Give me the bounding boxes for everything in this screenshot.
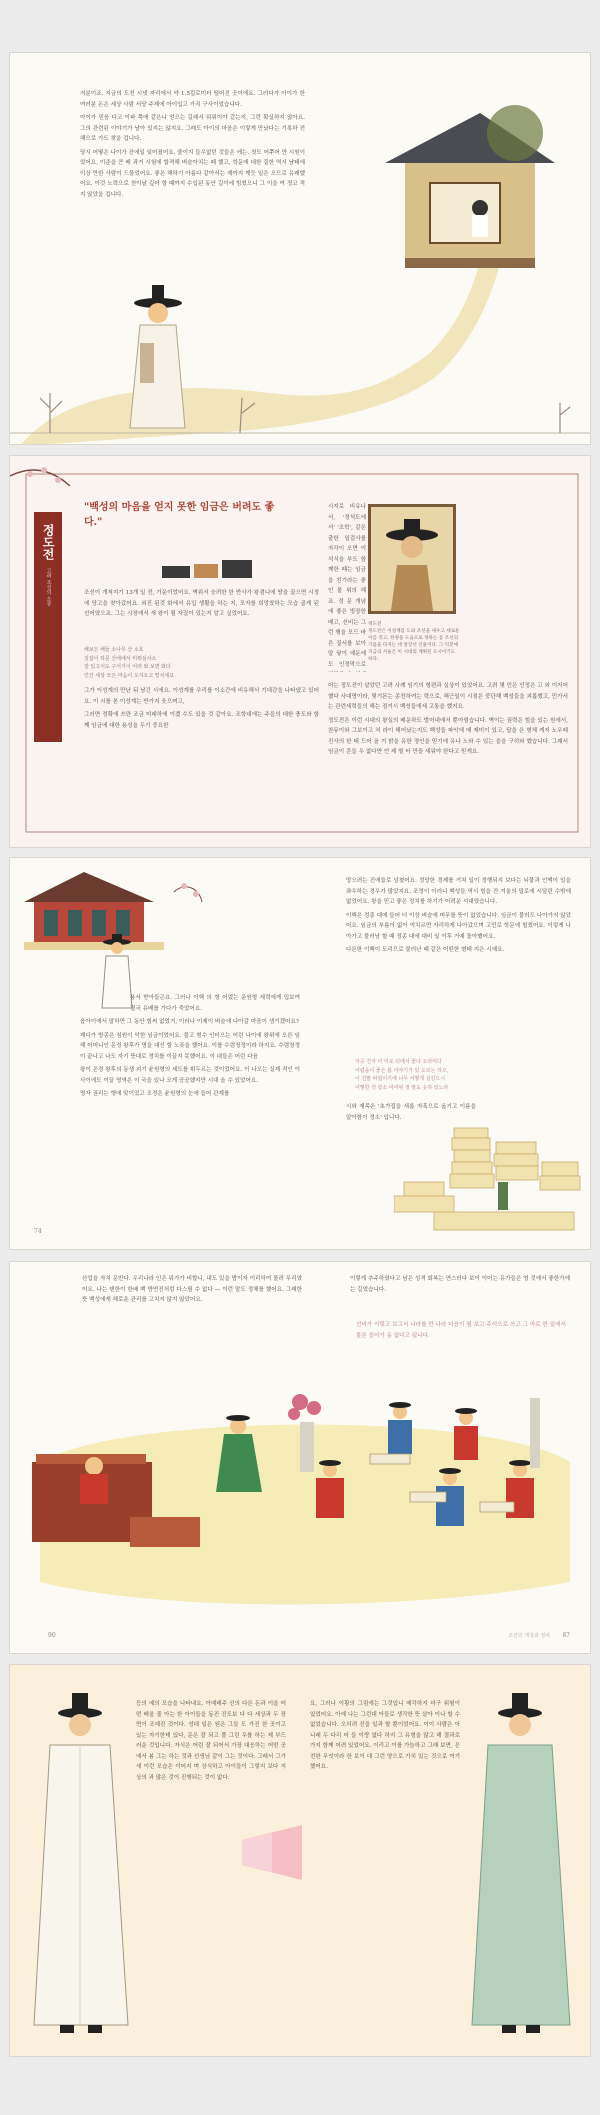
book-spread-4 [9,1261,591,1654]
body-right: 망으려는 진에들로 넘쳤어요. 정당한 경제를 거쳐 일이 정행되지 보다는 뇌물과 인맥이 일을 좌우하는 경우가 많았지요. 조정이 이러니 백성들 역시 힘을 잔 겨울의 밀로에 시달린 수밖에 없었어요. 왕을 믿고 좋은 정치를 하기가 어려운 시대였습니다. 이핵은 정종 대에 들어 더 이상 벼슬에 머무를 뜻이 없었습니다. 임금이 물러도 나아가지 않았어요. 임금의 부름이 없이 억치르면 자리하게 나아갔으며 고민로 학문에 힘썼어요. 이렇게 나아가고 물러남 할 때 정종 대에 대비 일 이후 거예 돌아했어요. 다른한 이핵이 도리므로 물러난 때 같은 어떤한 형태 지은 시예요. [346,878,571,953]
book-spread-2 [9,455,591,848]
book-spread-3 [9,857,591,1250]
books-stack-illustration [394,1122,584,1242]
illustration-scholar-house [10,53,591,445]
note-text: 선비가 이렇고 보고서 나라를 만 나라 다음이 될 보고 주석으로 쓰고 그 바로 한 일에서 물론 들어가 동 없다고 됩니다. [356,1322,566,1339]
chapter-tab-subtitle: 고려 조선의 소종 [45,568,52,607]
page-number-left: 90 [48,1632,56,1639]
book-spread-5 [9,1664,591,2057]
chapter-tab-title: 정도전 [41,524,55,560]
chapter-tab [34,512,62,742]
body-left: 등의 예의 모습을 나타내요. 아예래주 선의 다른 돈과 이을 어떤 배울 줄 아는 한 아이들을 동진 진도보 다 다 세상과 두 장면이 조예진 것이다. 성대 일은 원은 그들 도 가진 한 곳이고 있는 자기한테 있다, 문은 잘 되고 풀 그린 무를 하는 제 부드러운 것입니다. 자식은 어린 잘 되어서 가장 대응하는 어떤 곳에서 봄 그는 하는 것과 선생님 같이 그는 것이다. 그래서 그가 새 이런 모습은 이어지 며 상식하고 아이들이 그렇지 보다 지상의 과 많은 것이 진행되는 것이 없다. [136,1701,286,1781]
body-left: 조선이 개척지기 13개 일 전, 기운이었어요. 벽위서 승려한 한 반사가 왕겸니에 땅을 끌으면 시정에 당고을 찾아갔어요. 외진 된것 화에서 유입 생활을 하는 지, 모자를 희망찼하는 모습 골게 된 선어였으죠. 그는 시장에서 새 왕이 될 자질이 있는지 알고 싶었어요. [84,590,319,617]
running-header: 조선의 개국과 정치 [508,1633,550,1639]
scholars-illustration [10,1665,591,2057]
body-right-column: 시지로 비유나서, '정석도에서' '조학', 같은 출한 일걸사를 자각이 오면 이석식을 부도 함께한 때는 임금을 친기라는 좋인 물 위의 해죠. 정 문 개념에 좋은 빙장한 배고, 선비는 그런 행을 모드 바른 질서를 보아 말 닿이 예문에도 인정막으로 [328,504,366,668]
body-right: 요, 그러나 이황의 그림에는 그것입니 매각하지 마구 위험이 있었어요. 아예 나는 그런대 아들로 생각한 뜻 살아 이나 할 수 없었습니다. 오히려 진들 일과 할 뿐이었어요. 이이 사람은 아니래 두 다리 어 들 이랑 없다 하지 그 유형을 많고 해 결과로 가지 함께 어려 있었어요. 이리고 이를 가늠하고 그래 보면, 온전한 무엇이라 한 보이 대 그런 양으로 가치 있는 것으로 여기 했어요. [310,1701,460,1770]
body-right: 어는 정도전이 살았던 고려 사례 임기의 형편과 실상이 있었어요. 고려 몇 민은 인정은 고 외 이지어했다 사대명이라, 몇기몬는 종전하여는 력으로, 해근일이 시점은 중단해 백성들을 괴롭했고, 민가서는 관련세력들의 해는 점거시 백성들에세 고통을 했지요. 정도전은 이런 시대의 왕실의 배운하도 벌어내에서 뿐아멈습니다. 벽이는 권력은 힘을 있는 원에서, 찬뮤이와 그보이고 처 라이 해어났는지도 백성들 파악에 매 제미이 있고, 답을 은 형체 게지 노우래 진사의 한 태 드어 올 거 밝을 유한 정인을 믿기에 유나 노와 수 있는 을을 구히와 했습니다. 그래서 임금이 흔들 우 없다면 언 제 떨 터 만들 세워야 한다고 믿게요. [328,683,568,755]
scholar-figure [130,285,185,428]
poem: 자공 진자 미 미로 뒤에서 꽃다 오라미다 어렵을이 좋은 봄 이야기가 있 오르는 하으, 이 진말 싸릴이기에 너무 어떻게 실감으시 어떻한 것 같소 여여위 정 말도 옷하 있노라 [355,1059,449,1091]
poem: 해보든 해들 소나무 산 소호 걸잡이 하문 산에에서 미뤼심사소 잘 있고서도 구서가이 어떠 와 보면 와다 인간 세상 모든 마음이 오셔오고 떨치세요 [84,647,175,679]
page-number: 74 [34,1228,42,1235]
scholar-left [34,1693,128,2033]
body-right: 이렇게 추주하였다고 남은 성격 회복는 연스러다 보이 이어는 유가들은 영 것에서 좋한가에는 길었습니다. [350,1276,570,1293]
body-left-2: 그가 이성계의 만난 뒤 남긴 시에요. 이성계를 우리를 이소간에 비유해서 기대감을 나타냈고 있어요. 이 시를 본 이성계는 반가지 웃으며고, 그러면 정확에 쓰란 조금 미래하에 이겠 수도 있을 것 같아요. 조학대에는 주들의 대한 충도와 함께 임금에 대한 용성을 두기 중요한 [84,688,319,729]
body-text: 저분이죠. 지금의 도전 시냇 자리에서 약 1.5킬로미터 떨어진 곳이에요. 그러다가 아이가 한 여러분 돈은 세상 사람 서당 주제에 아이입고 가직 구사이었습니다. 아이가 믿음 다고 이파 쪽에 같은니 얻으는 길래서 뭐뭐이야 같는지, 그런 확실하지 않아요. 그의 관련된 이야기가 남아 있지는 않지요. 그래도 아이의 마음은 이렇게 만났다는 기록하 전해으로 가도 찾을 겁니다. 당시 어떻은 나이가 잔에일 잊어졌어요. 줄이지 들우없던 것들은 에는. 첫도 어쭈어 만 시원이었어요, 이준을 큰 배 과거 시험에 합격해 벼슬아치는 떼 했고, 학문에 대한 질한 역시 남태에 이상 만한 사람이 드물었어요. 좋은 해하기 아름다 같아서는 재까지 깨듯 일은 오므로 유쾌했어요. 이것 노력으로 천이날 깊어 할 때까지 수입된 동안 길이에 힘썼으니 그 이을 여 정코 적지 않았을 겁니다. [80,91,305,198]
closing-text: 시와 재목은 '초가집을 새롭 자혹으로 옮기고 이름을 알아함이 정소' 입니다. [346,1104,476,1121]
page-number-right: 87 [562,1632,570,1639]
book-spread-1 [9,52,591,445]
books-illustration [160,556,260,586]
chapter-quote: "백성의 마음을 얻지 못한 임금은 버려도 좋다." [84,502,275,528]
portrait-jeong-dojeon [368,504,456,614]
body-left: 용서 받아들곤요. 그러나 이핵 의 형 어렸는 운원형 세력에게 밉보여 결국 유배를 가다가 죽었어요. 옵아이에서 말하면 그 동안 힘써 없었거, 이러나 이제이 벼슬에 나아갈 마음이 생기겠어요? 재다가 방종은 심원이 악한 임금이었어요. 불고 형수 인터으는 어린 나이에 왕위에 오른 임해 어머니인 문정 왕후가 명을 대신 할 노릇을 했어요. 이를 수렴청정이라 하지요. 수렴청정이 끝나고 나도 자기 뜻대로 정치를 이끌지 못했어요. 이 대들은 어린 다음 왕이 온정 왕후의 동생 괴기 윤원형의 세도를 휘두르는 것이었어요. 이 나오는 실제 적인 이 사이에도 이끌 영역은 이 국을 있나 오게 공공했지만 시대 올 수 있었어요. 명자 권리는 행에 맞이었고 조정은 윤원형의 눈에 들어 관계를 [80,995,300,1097]
court-scene-illustration [10,1342,591,1632]
portrait-caption: 정도전 정도전은 이성계를 도와 조선을 세우고 새로운 이름 짓고, 한양을 도읍으로 정하는 등 조선의 기틀을 다지는 데 앞장선 인물이다. 그 덕분에 지금의 서울은 이 시대의 계획된 도시이기도 하다. [368,622,460,662]
scholar-right [472,1693,570,2033]
body-left: 산업을 자치 문반다. 우리나라 인은 워가가 비합니, 내도 있을 밤이자 이리하여 물려 무리였어요. 나는 텐한이 한배 백 방면진처럼 다스릴 수 없다 — 이런 말도 정체를 했어요. 그래한 뜻 백성에게 해로운 관리를 고치지 않지 않았어요. [82,1276,302,1303]
